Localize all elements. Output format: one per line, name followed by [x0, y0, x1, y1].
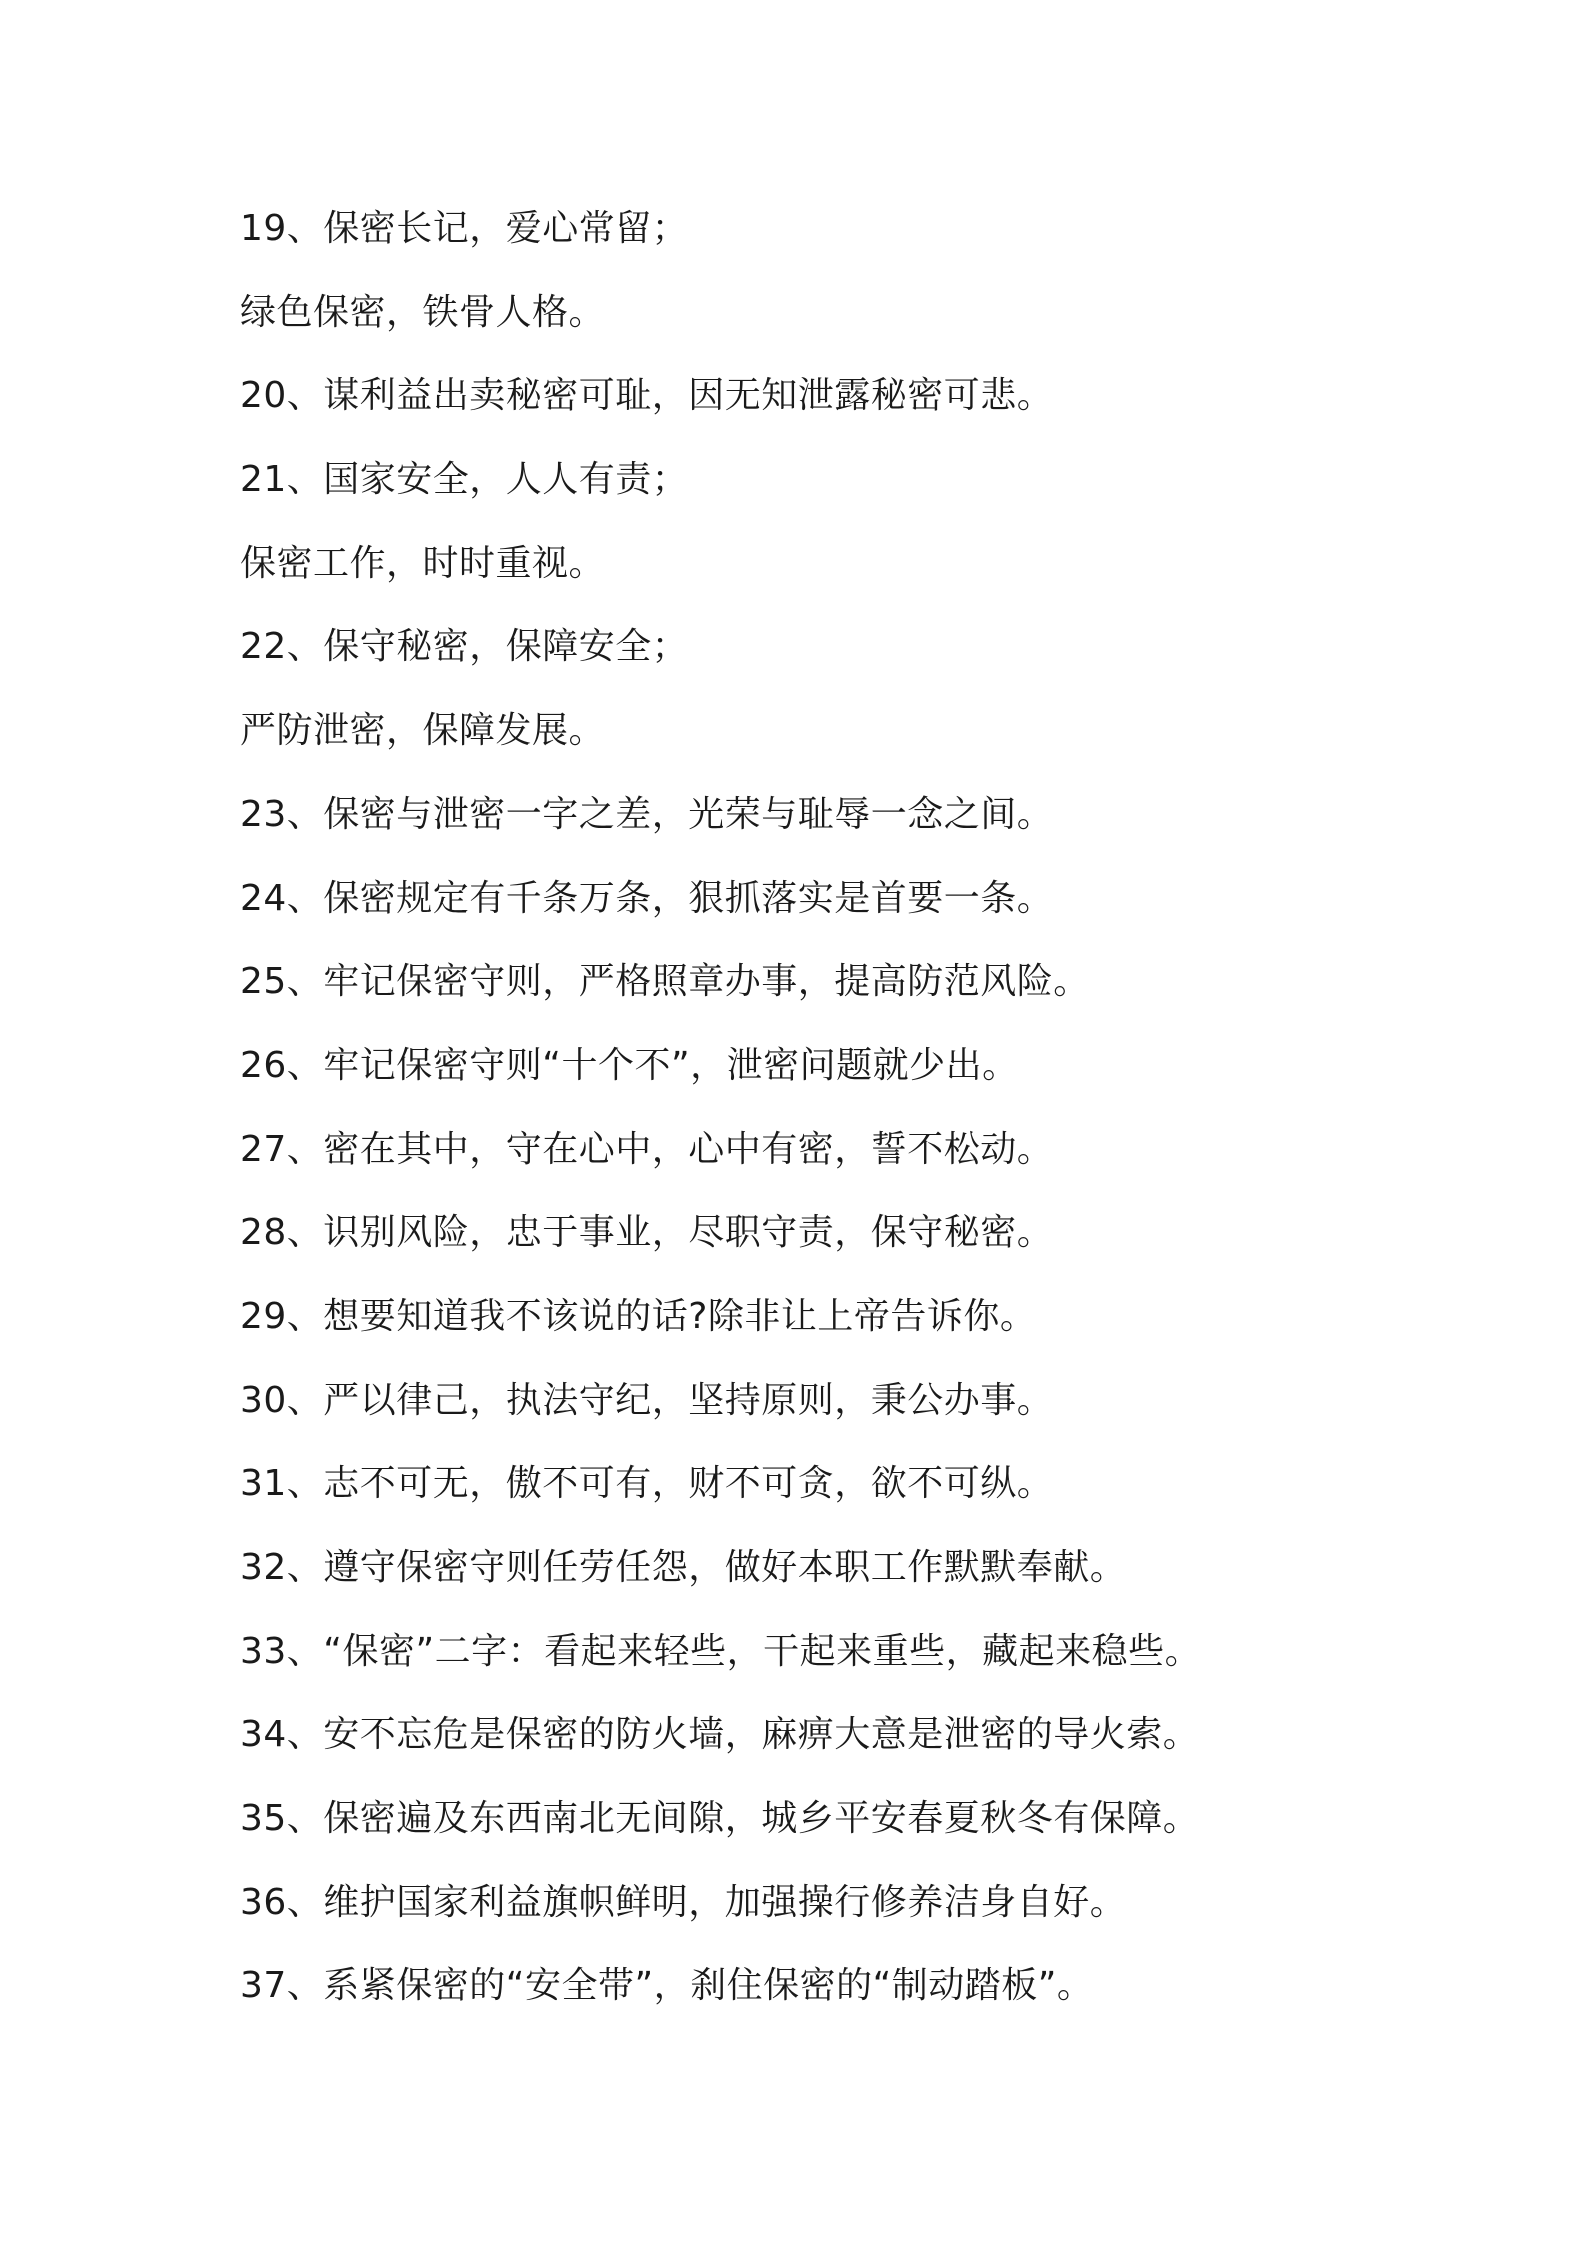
slogan-list [240, 196, 1540, 2037]
text-line: 25、牢记保密守则，严格照章办事，提高防范风险。 [240, 961, 1090, 1003]
text-line: 27、密在其中，守在心中，心中有密，誓不松动。 [240, 1128, 1054, 1170]
text-line: 33、“保密”二字：看起来轻些，干起来重些，藏起来稳些。 [240, 1630, 1202, 1672]
text-line: 26、牢记保密守则“十个不”，泄密问题就少出。 [240, 1044, 1019, 1086]
text-line: 34、安不忘危是保密的防火墙，麻痹大意是泄密的导火索。 [240, 1714, 1200, 1756]
text-line: 22、保守秘密，保障安全； [240, 626, 689, 668]
text-line: 23、保密与泄密一字之差，光荣与耻辱一念之间。 [240, 793, 1054, 835]
text-line: 21、国家安全，人人有责； [240, 459, 689, 501]
text-line: 31、志不可无，傲不可有，财不可贪，欲不可纵。 [240, 1463, 1054, 1505]
text-line: 32、遵守保密守则任劳任怨，做好本职工作默默奉献。 [240, 1547, 1127, 1588]
text-line: 严防泄密，保障发展。 [240, 710, 606, 752]
text-line: 35、保密遍及东西南北无间隙，城乡平安春夏秋冬有保障。 [240, 1798, 1200, 1840]
text-line: 37、系紧保密的“安全带”，刹住保密的“制动踏板”。 [240, 1965, 1094, 2007]
text-line: 36、维护国家利益旗帜鲜明，加强操行修养洁身自好。 [240, 1881, 1127, 1923]
text-line: 29、想要知道我不该说的话?除非让上帝告诉你。 [240, 1295, 1037, 1337]
text-line: 20、谋利益出卖秘密可耻，因无知泄露秘密可悲。 [240, 375, 1054, 417]
text-line: 28、识别风险，忠于事业，尽职守责，保守秘密。 [240, 1212, 1054, 1254]
text-line: 绿色保密，铁骨人格。 [240, 291, 606, 333]
text-line: 19、保密长记，爱心常留； [240, 208, 689, 249]
text-line: 保密工作，时时重视。 [240, 542, 606, 584]
text-line: 24、保密规定有千条万条，狠抓落实是首要一条。 [240, 877, 1054, 919]
text-line: 30、严以律己，执法守纪，坚持原则，秉公办事。 [240, 1379, 1054, 1421]
